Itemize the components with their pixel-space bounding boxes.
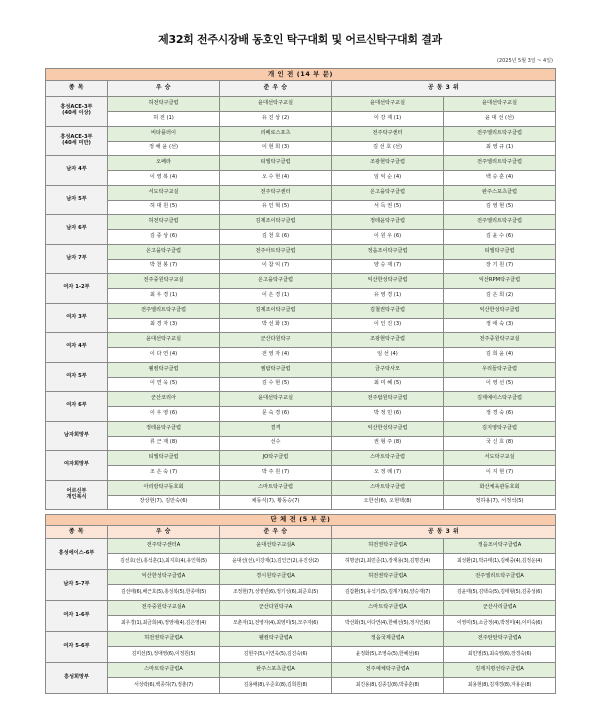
runner-up-club: 윤대선탁구교실 (220, 97, 332, 112)
third-place-a-player: 이 강 재 (1) (332, 112, 444, 127)
third-place-a-club: 전주탁구센터 (332, 126, 444, 141)
runner-up-club: 완주스포츠클럽A (220, 663, 332, 678)
individual-name-row (46, 407, 556, 422)
third-place-a-club: 허전권탁구클럽A (332, 539, 444, 554)
third-place-b-club: 김제예이스탁구클럽 (444, 392, 556, 407)
third-place-a-members: 박선화(3),이다연(4),한혜선(5),정지인(6) (332, 616, 444, 632)
team-name-row (46, 678, 556, 694)
document-title: 제32회 전주시장배 동호인 탁구대회 및 어르신탁구대회 결과 (158, 33, 442, 46)
runner-up-player: 전 영 자 (4) (220, 348, 332, 363)
event-label (46, 480, 108, 510)
event-label (46, 303, 108, 333)
event-label (46, 632, 108, 663)
third-place-a-player: 임 익 순 (4) (332, 171, 444, 186)
winner-club: 티엘탁구클럽 (108, 451, 220, 466)
event-label (46, 185, 108, 215)
winner-player: 최 우 경 (1) (108, 289, 220, 304)
third-place-a-player: 김 선 호 (선) (332, 141, 444, 156)
runner-up-club: 온고을탁구클럽 (220, 274, 332, 289)
third-place-b-player: 백 승 훈 (4) (444, 171, 556, 186)
event-label (46, 244, 108, 274)
runner-up-members: 김현주(5),이연욱(5),김진숙(6) (220, 647, 332, 663)
team-section-header: 단 체 전 (5 부 문) (46, 515, 556, 526)
individual-club-row (46, 97, 556, 112)
event-subtitle: 개인복식 (66, 493, 87, 500)
third-place-b-player: 이 지 현 (7) (444, 466, 556, 481)
runner-up-club: 엠탑탁구클럽 (220, 362, 332, 377)
third-place-a-members: 윤정화(5),조영숙(5),한혜선(6) (332, 647, 444, 663)
runner-up-club: 전주탁구센터 (220, 185, 332, 200)
event-name: 여자 5-6부 (63, 643, 90, 650)
third-place-a-player: 이 인 진 (3) (332, 318, 444, 333)
runner-up-player: 채동식(7), 황동승(7) (220, 495, 332, 510)
third-place-b-club: 전주엘리트탁구클럽 (444, 215, 556, 230)
third-place-b-player: 김 윤 수 (6) (444, 230, 556, 245)
runner-up-club: 웰컴탁구클럽A (220, 632, 332, 647)
winner-members: 최우경(1),최금희(4),정영애(4),김은영(4) (108, 616, 220, 632)
runner-up-club: 스마트탁구클럽 (220, 480, 332, 495)
column-runner-up: 준 우 승 (220, 526, 332, 539)
winner-club: 전주중원탁구교실A (108, 601, 220, 616)
team-name-row (46, 616, 556, 632)
team-club-row (46, 570, 556, 585)
third-place-b-player: 국 신 호 (8) (444, 436, 556, 451)
event-name: 남자 4부 (66, 166, 87, 173)
third-place-b-player: 김 희 윤 (4) (444, 348, 556, 363)
team-club-row (46, 663, 556, 678)
winner-club: 익산한성탁구클럽A (108, 570, 220, 585)
third-place-b-player: 김 영 현 (5) (444, 200, 556, 215)
winner-members: 김선태(6),배근호(5),홍성복(5),한종태(5) (108, 585, 220, 601)
individual-club-row (46, 333, 556, 348)
event-name: 여자 4부 (66, 343, 87, 350)
event-name: 흥성희망부 (63, 674, 90, 681)
runner-up-club: 군산다원탁구A (220, 601, 332, 616)
winner-members: 서성락(6),백종하(7),정춘(7) (108, 678, 220, 694)
individual-name-row (46, 348, 556, 363)
third-place-b-club: 김지영탁구클럽 (444, 421, 556, 436)
individual-name-row (46, 377, 556, 392)
third-place-a-club: 전주탑원탁구클럽 (332, 392, 444, 407)
third-place-b-club: 우리들탁구클럽 (444, 362, 556, 377)
third-place-a-club: 익산한성탁구클럽 (332, 421, 444, 436)
event-name: 남자 5-7부 (63, 581, 90, 588)
individual-club-row (46, 303, 556, 318)
winner-club: 전주중원탁구교실 (108, 274, 220, 289)
winner-club: 윤대선탁구교실 (108, 333, 220, 348)
event-name: 남자 5부 (66, 195, 87, 202)
individual-name-row (46, 318, 556, 333)
individual-column-header-row (46, 81, 556, 97)
third-place-b-club: 정읍조이탁구클럽A (444, 539, 556, 554)
event-label (46, 362, 108, 392)
third-place-b-player: 이 영 선 (5) (444, 377, 556, 392)
event-label (46, 451, 108, 481)
runner-up-player: 이 참 익 (7) (220, 259, 332, 274)
third-place-b-player: 정하용(7), 서정석(5) (444, 495, 556, 510)
third-place-a-club: 정읍국제클럽A (332, 632, 444, 647)
team-club-row (46, 632, 556, 647)
third-place-b-club: 전주엘리트탁구클럽A (444, 570, 556, 585)
event-label (46, 97, 108, 127)
runner-up-player: 문 숙 경 (6) (220, 407, 332, 422)
runner-up-player: 이 은 경 (1) (220, 289, 332, 304)
third-place-a-player: 박 정 민 (6) (332, 407, 444, 422)
event-label (46, 215, 108, 245)
third-place-b-members: 최용현(8),김재경(8),자용운(8) (444, 678, 556, 694)
winner-club: 허전권탁구클럽A (108, 632, 220, 647)
individual-name-row (46, 436, 556, 451)
third-place-b-player: 윤 대 선 (선) (444, 112, 556, 127)
event-label (46, 601, 108, 632)
third-place-b-members: 최민영(5),최숙영(6),장경숙(6) (444, 647, 556, 663)
third-place-a-club: 윤대선탁구교실 (332, 97, 444, 112)
individual-club-row (46, 451, 556, 466)
third-place-a-player: 권 형 주 (8) (332, 436, 444, 451)
third-place-a-player: 오한선(6), 오현택(8) (332, 495, 444, 510)
event-name: 흥성ACE-3부 (60, 104, 93, 111)
individual-club-row (46, 362, 556, 377)
column-runner-up: 준 우 승 (220, 81, 332, 97)
runner-up-player: 김 천 호 (6) (220, 230, 332, 245)
individual-name-row (46, 141, 556, 156)
third-place-b-members: 최성환(2),박규태(1),김해중(4),김정운(4) (444, 554, 556, 570)
third-place-b-club: 전주엘리트탁구클럽 (444, 156, 556, 171)
individual-club-row (46, 126, 556, 141)
event-label (46, 570, 108, 601)
individual-name-row (46, 230, 556, 245)
third-place-a-club: 스마트탁구클럽 (332, 480, 444, 495)
team-name-row (46, 554, 556, 570)
event-name: 여자 3부 (66, 313, 87, 320)
column-joint-third: 공 동 3 위 (332, 526, 556, 539)
event-name: 흥성에이스-6부 (58, 550, 95, 557)
third-place-b-club: 익산RPM탁구클럽 (444, 274, 556, 289)
individual-name-row (46, 259, 556, 274)
winner-club: 웰컴탁구클럽 (108, 362, 220, 377)
column-joint-third: 공 동 3 위 (332, 81, 556, 97)
third-place-a-club: 익산한성탁구클럽 (332, 274, 444, 289)
third-place-b-club: 익산한성탁구클럽 (444, 303, 556, 318)
winner-player: 조 은 숙 (7) (108, 466, 220, 481)
team-results-table (45, 514, 556, 694)
individual-club-row (46, 244, 556, 259)
individual-results-body (46, 97, 556, 510)
winner-player: 이 다 연 (4) (108, 348, 220, 363)
event-name: 여자 6부 (66, 402, 87, 409)
third-place-a-club: 조광현탁구클럽 (332, 156, 444, 171)
individual-club-row (46, 156, 556, 171)
winner-club: 전주엘리트탁구클럽 (108, 303, 220, 318)
third-place-a-player: 최 미 혜 (5) (332, 377, 444, 392)
third-place-b-members: 김윤태(5),김택숙(5),김태형(5),김종성(6) (444, 585, 556, 601)
event-name: 남자 6부 (66, 225, 87, 232)
runner-up-club: 군산다원탁구 (220, 333, 332, 348)
winner-club: 아리랑탁구동호회 (108, 480, 220, 495)
event-label (46, 421, 108, 451)
winner-club: 전주탁구센터A (108, 539, 220, 554)
runner-up-club: 윤대선탁구교실 (220, 392, 332, 407)
third-place-b-club: 서도탁구교실 (444, 451, 556, 466)
event-name: 여자 1-6부 (63, 612, 90, 619)
individual-results-table (45, 68, 556, 510)
winner-player: 김 종 상 (6) (108, 230, 220, 245)
team-section-row (46, 515, 556, 526)
runner-up-player: 박 선 화 (3) (220, 318, 332, 333)
event-name: 흥성ACE-3부 (60, 133, 93, 140)
winner-club: 허전탁구클럽 (108, 215, 220, 230)
runner-up-club: 티엘탁구클럽 (220, 156, 332, 171)
runner-up-members: 윤대선(선),이강재(1),김인근(2),유진상(2) (220, 554, 332, 570)
third-place-b-club: 전주탄탄탁구클럽A (444, 632, 556, 647)
team-column-header-row (46, 526, 556, 539)
third-place-a-player: 임 선 (4) (332, 348, 444, 363)
third-place-a-player: 유 영 경 (1) (332, 289, 444, 304)
third-place-b-club: 화산체육관동호회 (444, 480, 556, 495)
third-place-a-club: 허전권탁구클럽A (332, 570, 444, 585)
team-name-row (46, 647, 556, 663)
individual-club-row (46, 274, 556, 289)
individual-name-row (46, 289, 556, 304)
event-label (46, 156, 108, 186)
third-place-b-player: 김 은 희 (2) (444, 289, 556, 304)
third-place-a-player: 오 정 례 (7) (332, 466, 444, 481)
third-place-b-club: 티엘탁구클럽 (444, 244, 556, 259)
third-place-a-club: 정읍조이탁구클럽 (332, 244, 444, 259)
third-place-b-club: 김제지평선탁구클럽A (444, 663, 556, 678)
winner-player: 장상현(7), 김만숙(6) (108, 495, 220, 510)
third-place-a-club: 김철권탁구클럽 (332, 303, 444, 318)
event-name: 남자희망부 (63, 431, 90, 438)
winner-club: 서도탁구교실 (108, 185, 220, 200)
runner-up-player: 오 수 현 (4) (220, 171, 332, 186)
team-results-body (46, 539, 556, 694)
third-place-a-club: 조광현탁구클럽 (332, 333, 444, 348)
event-label (46, 392, 108, 422)
runner-up-club: 리베로스포츠 (220, 126, 332, 141)
runner-up-club: 전주아트탁구클럽 (220, 244, 332, 259)
event-name: 여자 1-2부 (63, 284, 90, 291)
individual-club-row (46, 480, 556, 495)
event-name: 어르신부 (66, 487, 87, 494)
third-place-a-club: 온고을탁구클럽 (332, 185, 444, 200)
event-label (46, 126, 108, 156)
third-place-b-club: 전주엘리트탁구클럽 (444, 126, 556, 141)
winner-club: 정테윤탁구클럽 (108, 421, 220, 436)
winner-club: 오페라 (108, 156, 220, 171)
runner-up-player: 이 현 희 (3) (220, 141, 332, 156)
winner-player: 류 근 재 (8) (108, 436, 220, 451)
winner-club: 허전탁구클럽 (108, 97, 220, 112)
winner-player: 최 경 자 (3) (108, 318, 220, 333)
individual-club-row (46, 215, 556, 230)
runner-up-player: 선수 (220, 436, 332, 451)
runner-up-members: 김용배(8),우준호(8),김희원(8) (220, 678, 332, 694)
individual-club-row (46, 185, 556, 200)
event-date: (2025년 5월 3일 ~ 4일) (496, 58, 553, 64)
individual-name-row (46, 112, 556, 127)
runner-up-club: 윤대선탁구교실A (220, 539, 332, 554)
runner-up-club: 김제조이탁구클럽 (220, 215, 332, 230)
event-subtitle: (40세 이상) (62, 110, 91, 117)
third-place-a-members: 허명균(2),최민준(1),장재용(3),김명진(4) (332, 554, 444, 570)
winner-club: 온고을탁구클럽 (108, 244, 220, 259)
runner-up-members: 조정현(7),성영빈(6),정기성(6),최준호(5) (220, 585, 332, 601)
winner-members: 김미선(5),정애영(6),이정원(5) (108, 647, 220, 663)
third-place-b-club: 완주스포츠클럽 (444, 185, 556, 200)
event-label (46, 663, 108, 694)
third-place-a-club: 전주예체탁구클럽A (332, 663, 444, 678)
runner-up-player: 유 인 혁 (5) (220, 200, 332, 215)
winner-player: 허 전 (1) (108, 112, 220, 127)
winner-player: 이 연 욱 (5) (108, 377, 220, 392)
team-club-row (46, 539, 556, 554)
individual-section-header: 개 인 전 (14 부 문) (46, 69, 556, 81)
third-place-a-player: 양 승 재 (7) (332, 259, 444, 274)
third-place-b-player: 정 애 숙 (3) (444, 318, 556, 333)
winner-player: 정 해 윤 (선) (108, 141, 220, 156)
third-place-b-player: 정 경 숙 (6) (444, 407, 556, 422)
individual-club-row (46, 392, 556, 407)
event-name: 여자희망부 (63, 461, 90, 468)
third-place-a-player: 서 득 권 (5) (332, 200, 444, 215)
event-name: 여자 5부 (66, 372, 87, 379)
column-winner: 우 승 (108, 526, 220, 539)
winner-player: 박 천 봉 (7) (108, 259, 220, 274)
runner-up-club: JO탁구클럽 (220, 451, 332, 466)
winner-player: 허 대 원 (5) (108, 200, 220, 215)
individual-name-row (46, 200, 556, 215)
individual-section-row (46, 69, 556, 81)
winner-player: 이 우 영 (6) (108, 407, 220, 422)
individual-club-row (46, 421, 556, 436)
third-place-a-player: 이 원 우 (6) (332, 230, 444, 245)
individual-name-row (46, 466, 556, 481)
event-label (46, 539, 108, 570)
third-place-b-club: 전주중원탁구교실 (444, 333, 556, 348)
third-place-b-club: 군산사리클럽A (444, 601, 556, 616)
column-event: 종 목 (46, 81, 108, 97)
third-place-a-club: 금구탁사모 (332, 362, 444, 377)
individual-name-row (46, 495, 556, 510)
third-place-b-player: 최 영 규 (1) (444, 141, 556, 156)
team-name-row (46, 585, 556, 601)
runner-up-player: 유 진 상 (2) (220, 112, 332, 127)
winner-members: 김선호(선),홍석훈(1),최지호(4),유인혁(5) (108, 554, 220, 570)
runner-up-members: 모춘자(1),전영자(4),최영미(5),모주자(6) (220, 616, 332, 632)
third-place-a-club: 정테윤탁구클럽 (332, 215, 444, 230)
event-label (46, 274, 108, 304)
third-place-a-club: 스마트탁구클럽A (332, 601, 444, 616)
runner-up-club: 김제조이탁구클럽 (220, 303, 332, 318)
third-place-a-club: 스마트탁구클럽 (332, 451, 444, 466)
runner-up-club: 결격 (220, 421, 332, 436)
column-event: 종 목 (46, 526, 108, 539)
event-name: 남자 7부 (66, 254, 87, 261)
third-place-b-club: 윤대선탁구교실 (444, 97, 556, 112)
winner-club: 스마트탁구클럽A (108, 663, 220, 678)
runner-up-player: 박 주 원 (7) (220, 466, 332, 481)
column-winner: 우 승 (108, 81, 220, 97)
team-club-row (46, 601, 556, 616)
winner-club: 비타플러이 (108, 126, 220, 141)
third-place-b-player: 장 기 원 (7) (444, 259, 556, 274)
runner-up-player: 김 수 현 (5) (220, 377, 332, 392)
event-subtitle: (40세 미만) (62, 139, 91, 146)
third-place-a-members: 김갑환(5),유석기(5),김재기(6),양승재(7) (332, 585, 444, 601)
individual-name-row (46, 171, 556, 186)
event-label (46, 333, 108, 363)
third-place-a-members: 최진용(8),김종길(8),박종훈(8) (332, 678, 444, 694)
third-place-b-members: 이영미(5),소금정(4),박정미(4),이미숙(6) (444, 616, 556, 632)
runner-up-club: 경시원탁구클럽A (220, 570, 332, 585)
winner-player: 이 영 복 (4) (108, 171, 220, 186)
winner-club: 군산코리아 (108, 392, 220, 407)
